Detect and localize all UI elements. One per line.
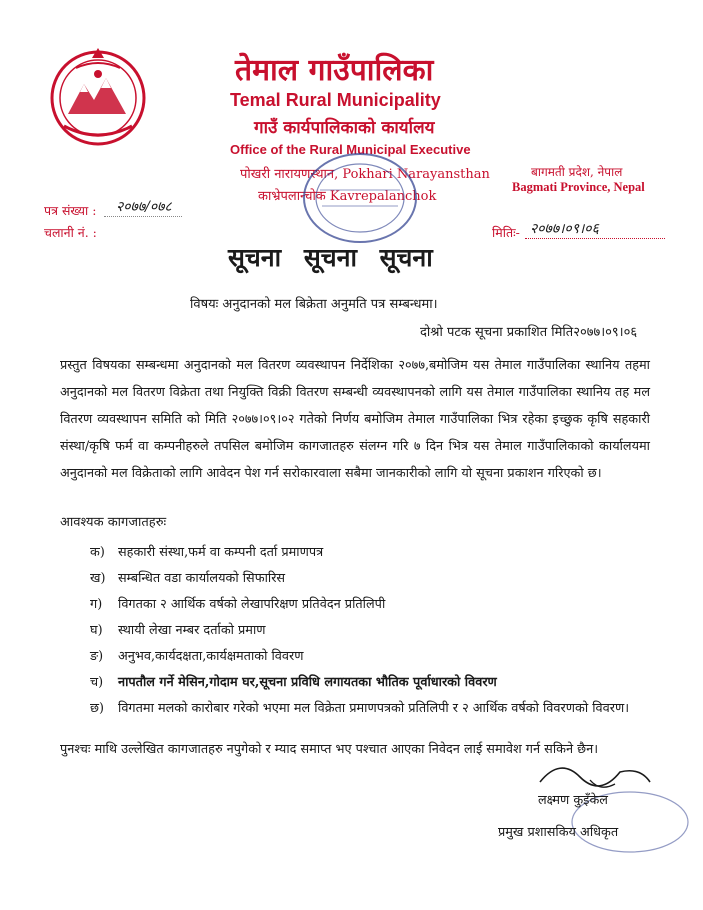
dispatch-number-label: चलानी नं. : [44,225,97,240]
date-value: २०७७।०९।०६ [530,221,599,237]
list-item [90,540,650,566]
letter-number-underline [104,216,182,217]
list-item-text: विगतका २ आर्थिक वर्षको लेखापरिक्षण प्रतिवेदन प्रतिलिपी [118,597,386,612]
district-line: काभ्रेपलान्चोक Kavrepalanchok [258,189,437,204]
list-item-text: स्थायी लेखा नम्बर दर्ताको प्रमाण [118,623,266,638]
office-stamp [300,150,420,246]
list-item [90,592,650,618]
address-line: पोखरी नारायणस्थान, Pokhari Narayansthan [240,167,490,182]
signatory-title: प्रमुख प्रशासकिय अधिकृत [498,825,619,840]
letter-number-label: पत्र संख्या : [44,203,97,218]
letter-number-value: २०७७/०७८ [116,199,172,215]
nepal-emblem-logo [46,44,150,148]
signatory-name: लक्ष्मण कुइँकेल [538,793,608,808]
office-name-english: Office of the Rural Municipal Executive [230,142,471,157]
list-item-text: अनुभव,कार्यदक्षता,कार्यक्षमताको विवरण [118,649,304,664]
municipality-name-nepali: तेमाल गाउँपालिका [235,53,434,88]
list-item [90,644,650,670]
list-item-text: विगतमा मलको कारोबार गरेको भएमा मल विक्रेता प्रमाणपत्रको प्रतिलिपी र २ आर्थिक वर्षको विवरणको विवरण। [118,701,630,716]
list-item [90,566,650,592]
notice-body: प्रस्तुत विषयका सम्बन्धमा अनुदानको मल वितरण व्यवस्थापन निर्देशिका २०७७,बमोजिम यस तेमाल गाउँपालिका स्थानिय तहमा अनुदानको मल वितरण विक्रेता तथा नियुक्ति विक्री वितरण सम्बन्धी व्यवस्थापनको लागि यस तेमाल गाउँपालिका स्थानिय तह मल वितरण व्यवस्थापन समिति को मिति २०७७।०९।०२ गतेको निर्णय बमोजिम तेमाल गाउँपालिका भित्र रहेका इच्छुक कृषि सहकारी संस्था/कृषि फर्म वा कम्पनीहरुले तपसिल बमोजिम कागजातहरु संलग्न गरि ७ दिन भित्र यस तेमाल गाउँपालिकाको कार्यालयमा अनुदानको मल विक्रेताको लागि आवेदन पेश गर्न सरोकारवाला सबैमा जानकारीको लागि यो सूचना प्रकाशन गरिएको छ। [60,358,650,481]
subject-line: विषयः अनुदानको मल बिक्रेता अनुमति पत्र सम्बन्धमा। [190,297,438,312]
office-name-nepali: गाउँ कार्यपालिकाको कार्यालय [254,118,435,138]
province-english: Bagmati Province, Nepal [512,180,645,194]
list-item [90,696,650,722]
requirements-list [90,540,650,722]
list-item-text: नापतौल गर्ने मेसिन,गोदाम घर,सूचना प्रविधि लगायतका भौतिक पूर्वाधारको विवरण [118,675,497,690]
municipality-name-english: Temal Rural Municipality [230,90,441,110]
list-item [90,670,650,696]
list-item [90,618,650,644]
list-item-label: क) [90,545,105,560]
list-item-label: ङ) [90,649,104,664]
date-label: मितिः- [492,225,520,240]
list-item-label: च) [90,675,104,690]
postscript: पुनश्चः माथि उल्लेखित कागजातहरु नपुगेको र म्याद समाप्त भए पश्चात आएका निवेदन लाई समावेश गर्न सकिने छैन। [60,742,599,757]
list-item-label: छ) [90,701,104,716]
notice-title: सूचना सूचना सूचना [228,243,433,272]
list-item-label: घ) [90,623,103,638]
date-underline [525,238,665,239]
list-item-label: ख) [90,571,106,586]
requirements-heading: आवश्यक कागजातहरुः [60,515,167,530]
province-nepali: बागमती प्रदेश, नेपाल [531,165,623,179]
list-item-label: ग) [90,597,103,612]
list-item-text: सहकारी संस्था,फर्म वा कम्पनी दर्ता प्रमाणपत्र [118,545,324,560]
publication-date-line: दोश्रो पटक सूचना प्रकाशित मिति२०७७।०९।०६ [420,325,638,340]
list-item-text: सम्बन्धित वडा कार्यालयको सिफारिस [118,571,286,586]
